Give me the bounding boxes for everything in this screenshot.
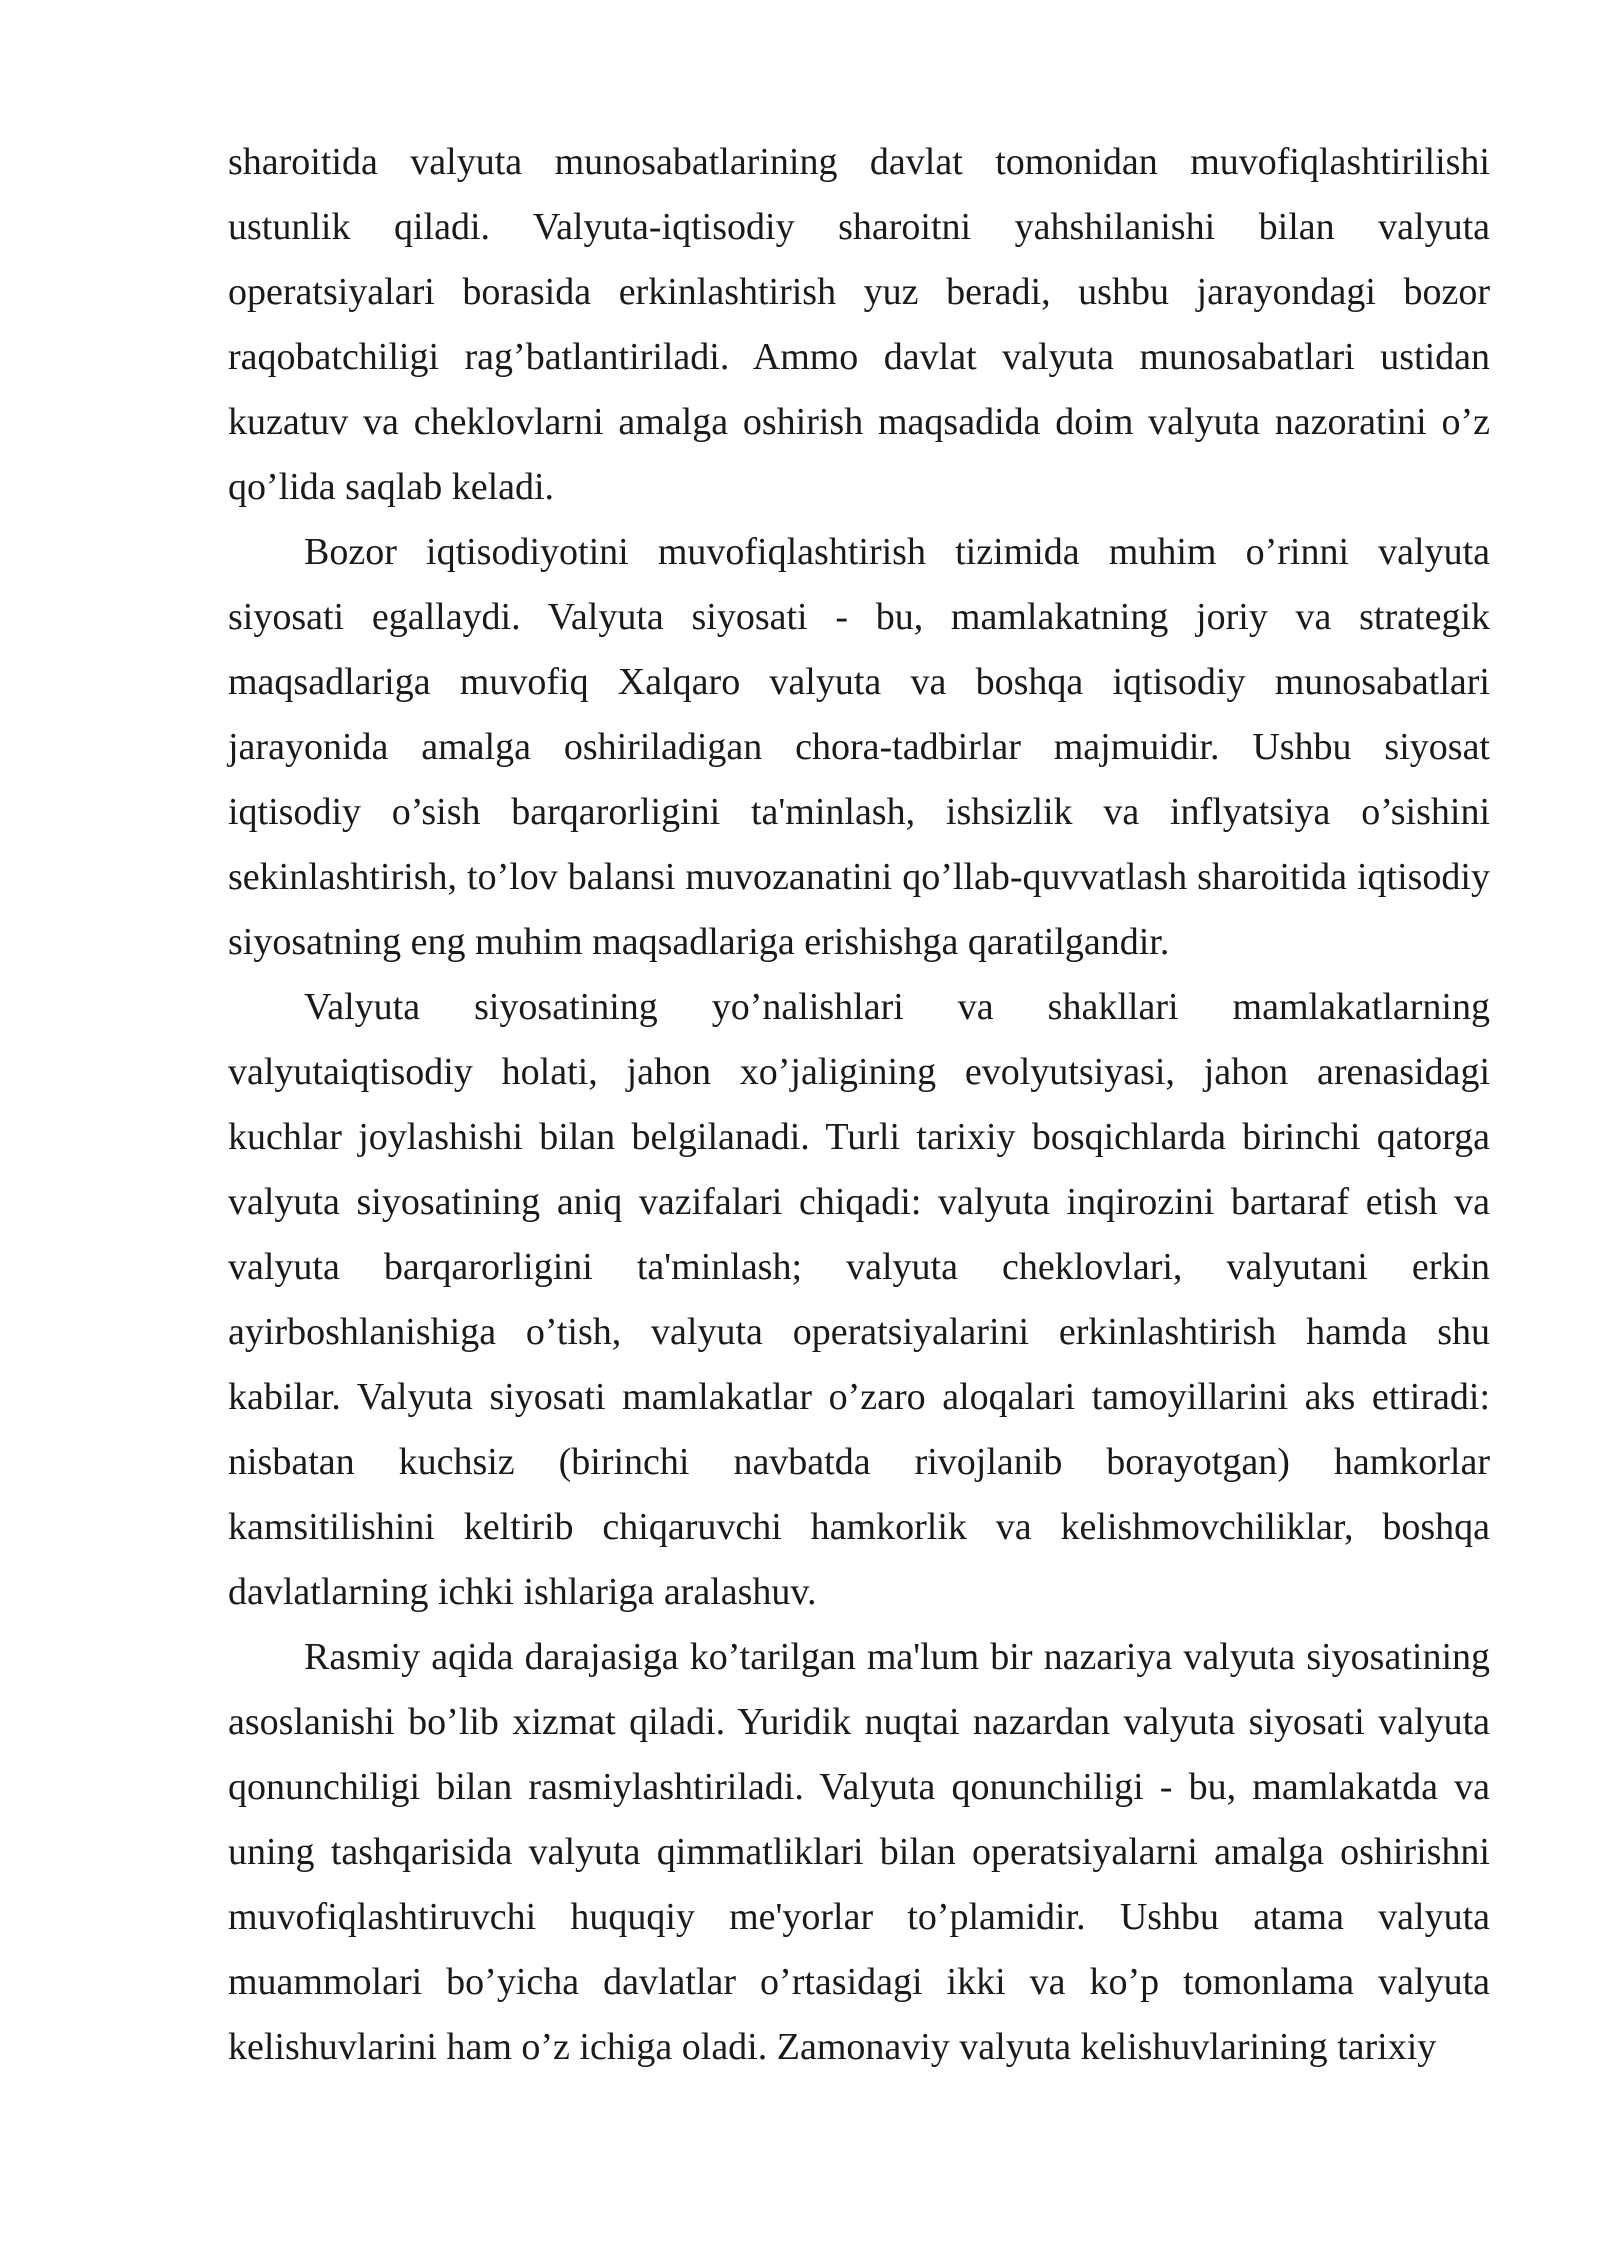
paragraph-2: Bozor iqtisodiyotini muvofiqlashtirish tizimida muhim o’rinni valyuta siyosati egallaydi. Valyuta siyosati - bu, mamlakatning joriy va strategik maqsadlariga muvofiq Xalqaro valyuta va boshqa iqtisodiy munosabatlari jarayonida amalga oshiriladigan chora-tadbirlar majmuidir. Ushbu siyosat iqtisodiy o’sish barqarorligini ta'minlash, ishsizlik va inflyatsiya o’sishini sekinlashtirish, to’lov balansi muvozanatini qo’llab-quvvatlash sharoitida iqtisodiy siyosatning eng muhim maqsadlariga erishishga qaratilgandir. bbox=[228, 531, 1490, 963]
paragraph-3: Valyuta siyosatining yo’nalishlari va shakllari mamlakatlarning valyutaiqtisodiy holati, jahon xo’jaligining evolyutsiyasi, jahon arenasidagi kuchlar joylashishi bilan belgilanadi. Turli tarixiy bosqichlarda birinchi qatorga valyuta siyosatining aniq vazifalari chiqadi: valyuta inqirozini bartaraf etish va valyuta barqarorligini ta'minlash; valyuta cheklovlari, valyutani erkin ayirboshlanishiga o’tish, valyuta operatsiyalarini erkinlashtirish hamda shu kabilar. Valyuta siyosati mamlakatlar o’zaro aloqalari tamoyillarini aks ettiradi: nisbatan kuchsiz (birinchi navbatda rivojlanib borayotgan) hamkorlar kamsitilishini keltirib chiqaruvchi hamkorlik va kelishmovchiliklar, boshqa davlatlarning ichki ishlariga aralashuv. bbox=[228, 986, 1490, 1613]
paragraph-1: sharoitida valyuta munosabatlarining davlat tomonidan muvofiqlashtirilishi ustunlik qiladi. Valyuta-iqtisodiy sharoitni yahshilanishi bilan valyuta operatsiyalari borasida erkinlashtirish yuz beradi, ushbu jarayondagi bozor raqobatchiligi rag’batlantiriladi. Ammo davlat valyuta munosabatlari ustidan kuzatuv va cheklovlarni amalga oshirish maqsadida doim valyuta nazoratini o’z qo’lida saqlab keladi. bbox=[228, 141, 1490, 508]
document-page bbox=[228, 130, 1490, 2080]
paragraph-4: Rasmiy aqida darajasiga ko’tarilgan ma'lum bir nazariya valyuta siyosatining asoslanishi bo’lib xizmat qiladi. Yuridik nuqtai nazardan valyuta siyosati valyuta qonunchiligi bilan rasmiylashtiriladi. Valyuta qonunchiligi - bu, mamlakatda va uning tashqarisida valyuta qimmatliklari bilan operatsiyalarni amalga oshirishni muvofiqlashtiruvchi huquqiy me'yorlar to’plamidir. Ushbu atama valyuta muammolari bo’yicha davlatlar o’rtasidagi ikki va ko’p tomonlama valyuta kelishuvlarini ham o’z ichiga oladi. Zamonaviy valyuta kelishuvlarining tarixiy bbox=[228, 1636, 1490, 2068]
